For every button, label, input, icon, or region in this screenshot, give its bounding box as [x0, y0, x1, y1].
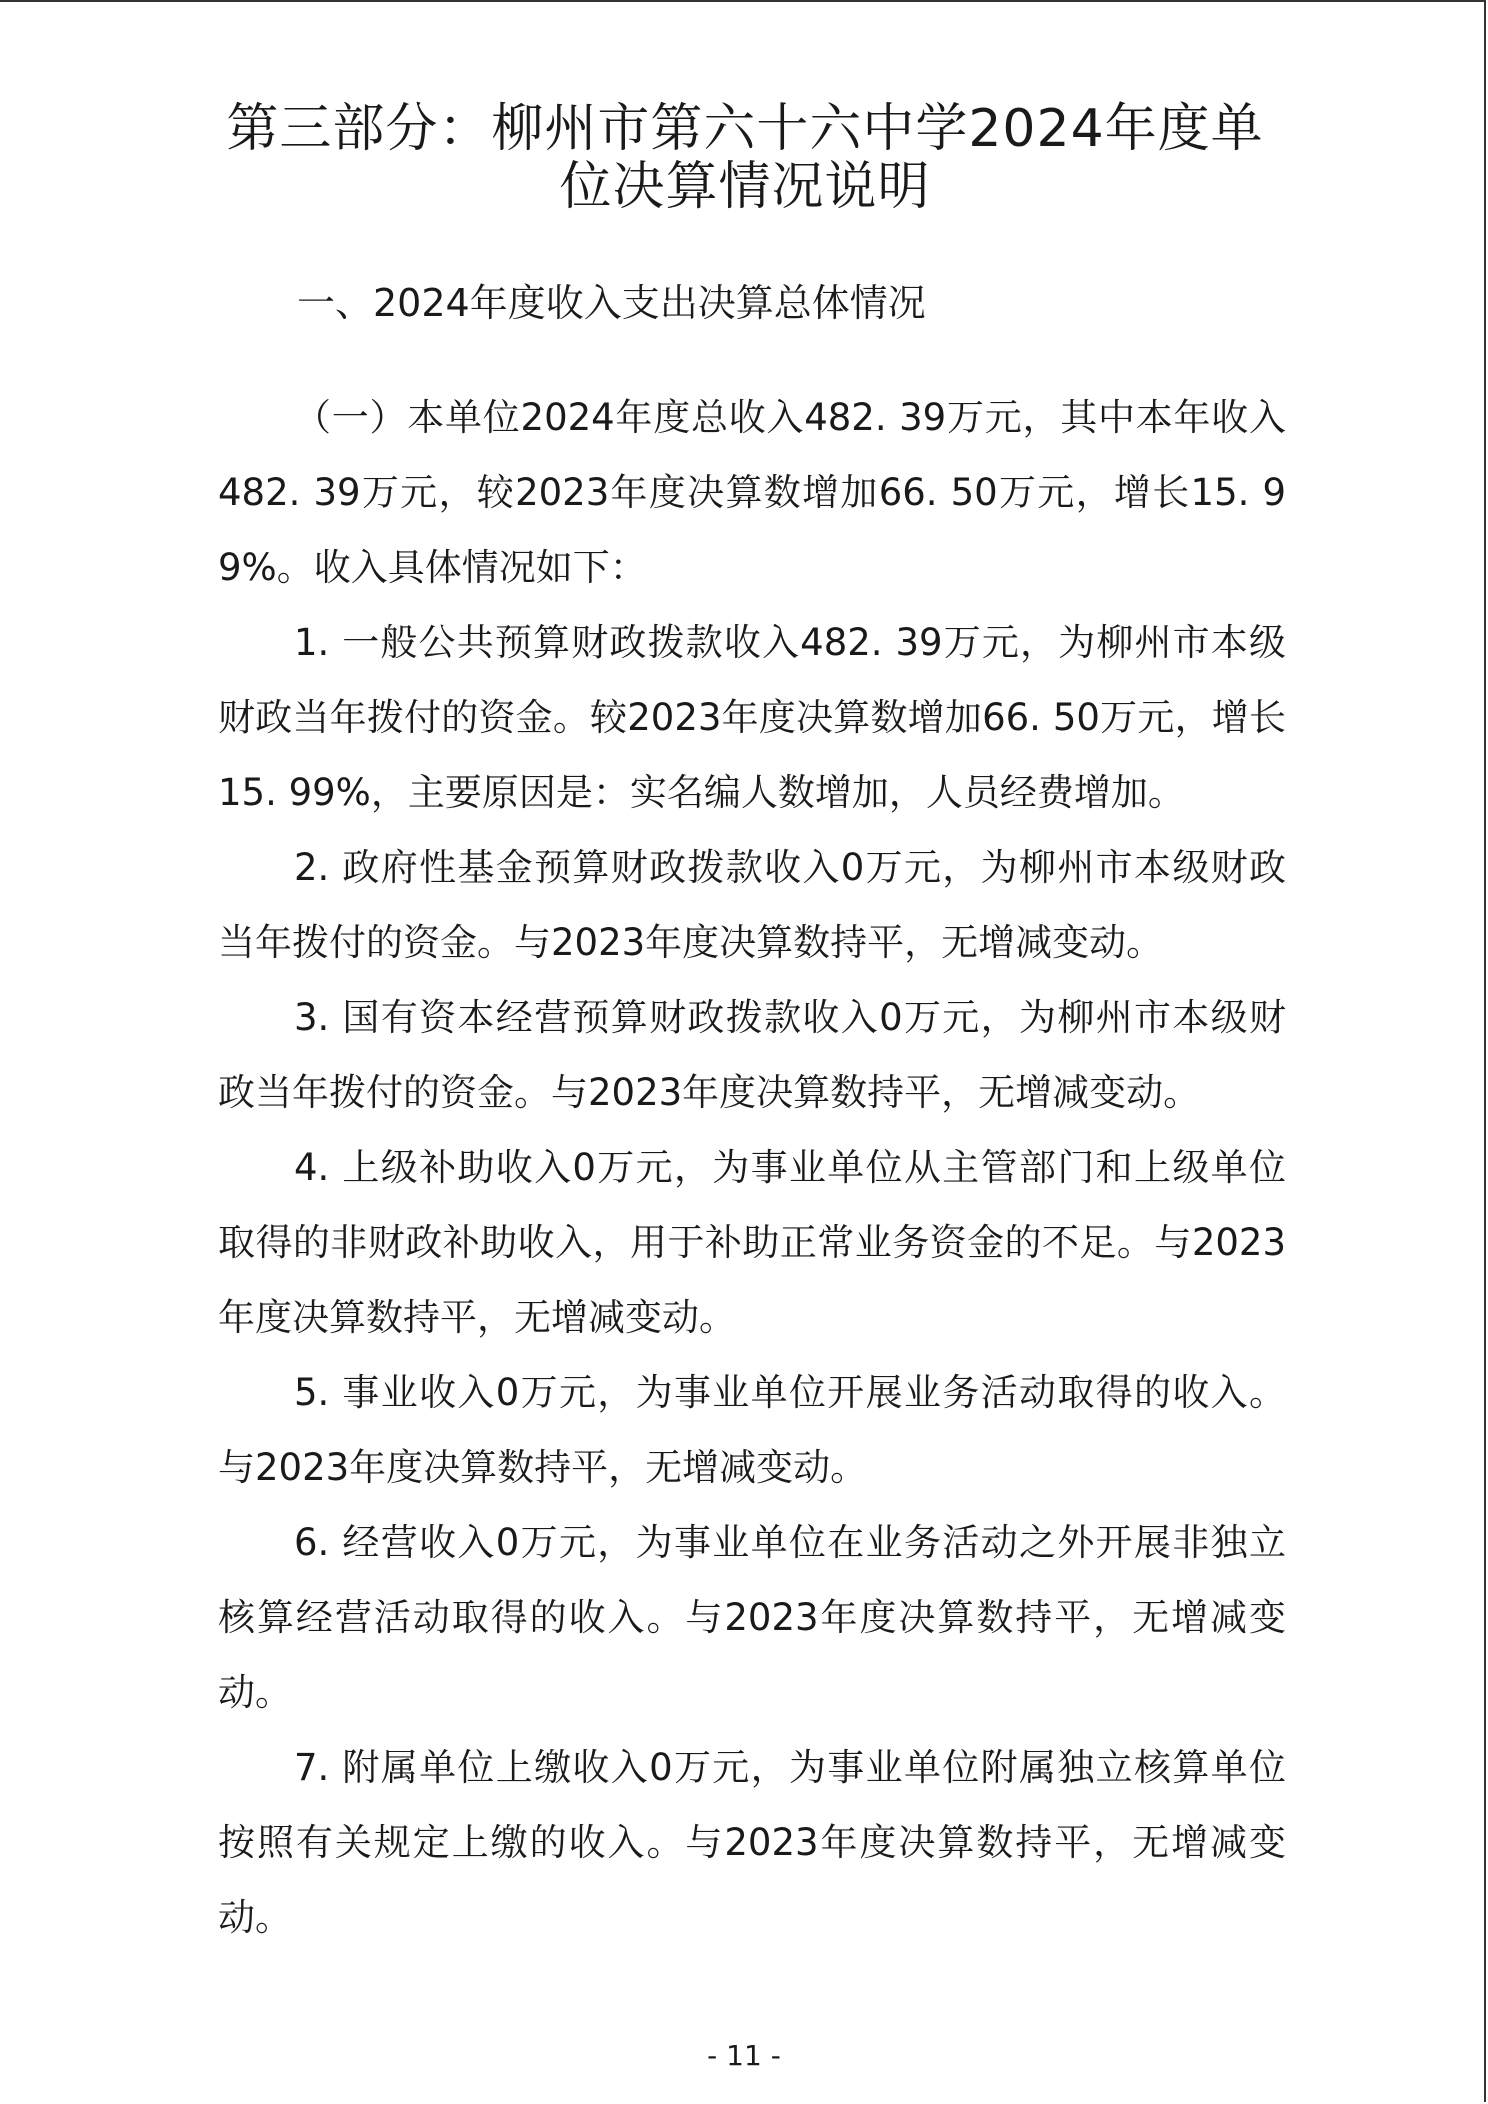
paragraph-total-income: （一）本单位2024年度总收入482. 39万元，其中本年收入482. 39万元，较2023年度决算数增加66. 50万元，增长15. 99%。收入具体情况如下：: [218, 396, 1286, 589]
paragraph-affiliated-unit-income: 7. 附属单位上缴收入0万元，为事业单位附属独立核算单位按照有关规定上缴的收入。与2023年度决算数持平，无增减变动。: [218, 1746, 1286, 1939]
paragraph-government-fund-income: 2. 政府性基金预算财政拨款收入0万元，为柳州市本级财政当年拨付的资金。与2023年度决算数持平，无增减变动。: [218, 846, 1286, 964]
section-heading: 一、2024年度收入支出决算总体情况: [297, 281, 926, 325]
paragraph-business-income: 5. 事业收入0万元，为事业单位开展业务活动取得的收入。与2023年度决算数持平，无增减变动。: [218, 1371, 1286, 1489]
paragraph-general-budget-income: 1. 一般公共预算财政拨款收入482. 39万元，为柳州市本级财政当年拨付的资金。较2023年度决算数增加66. 50万元，增长15. 99%，主要原因是：实名编人数增加，人员经费增加。: [218, 621, 1286, 814]
paragraph-operating-income: 6. 经营收入0万元，为事业单位在业务活动之外开展非独立核算经营活动取得的收入。与2023年度决算数持平，无增减变动。: [218, 1521, 1286, 1714]
page-title: 第三部分：柳州市第六十六中学2024年度单位决算情况说明: [226, 99, 1264, 217]
paragraph-state-capital-income: 3. 国有资本经营预算财政拨款收入0万元，为柳州市本级财政当年拨付的资金。与2023年度决算数持平，无增减变动。: [218, 996, 1286, 1114]
paragraph-superior-subsidy-income: 4. 上级补助收入0万元，为事业单位从主管部门和上级单位取得的非财政补助收入，用于补助正常业务资金的不足。与2023年度决算数持平，无增减变动。: [218, 1146, 1286, 1339]
page-number: - 11 -: [707, 2039, 781, 2072]
body-text: [218, 380, 1286, 1955]
